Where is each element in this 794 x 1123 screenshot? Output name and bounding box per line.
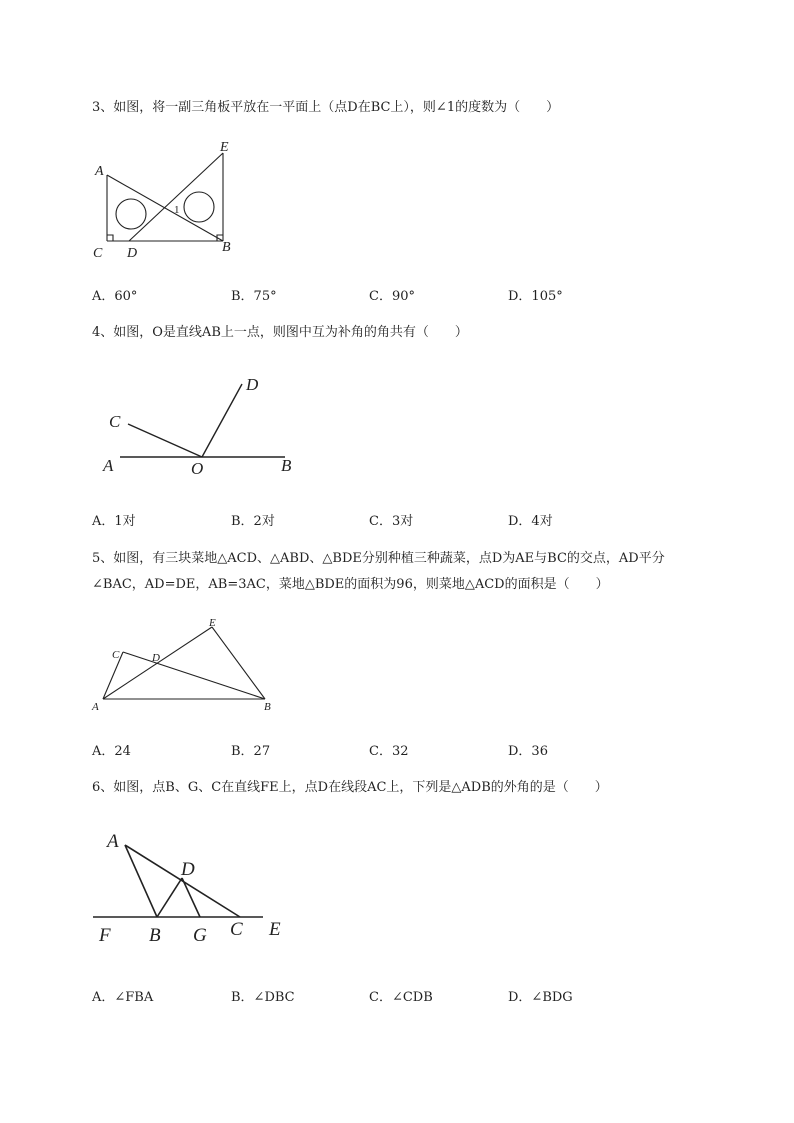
q3-option-a[interactable]: A．60° bbox=[92, 289, 138, 304]
q4-option-c[interactable]: C．3对 bbox=[369, 514, 414, 529]
question-4-figure bbox=[95, 370, 305, 480]
question-4-stem: 4、如图，O是直线AB上一点，则图中互为补角的角共有（ ） bbox=[92, 325, 468, 340]
label-d: D bbox=[181, 859, 195, 880]
label-a: A bbox=[103, 456, 114, 475]
question-6-figure bbox=[85, 825, 300, 950]
q4-option-a[interactable]: A．1对 bbox=[92, 514, 136, 529]
label-o: O bbox=[191, 459, 204, 478]
label-c: C bbox=[112, 649, 120, 661]
question-3-stem: 3、如图，将一副三角板平放在一平面上（点D在BC上），则∠1的度数为（ ） bbox=[92, 100, 560, 115]
question-5-stem-line1: 5、如图，有三块菜地△ACD、△ABD、△BDE分别种植三种蔬菜，点D为AE与BC的交点，AD平分 bbox=[92, 551, 665, 566]
question-6-stem: 6、如图，点B、G、C在直线FE上，点D在线段AC上，下列是△ADB的外角的是（ ） bbox=[92, 780, 608, 795]
label-b: B bbox=[281, 456, 292, 475]
q5-option-b[interactable]: B．27 bbox=[231, 744, 271, 759]
label-b: B bbox=[222, 240, 231, 255]
label-d: D bbox=[152, 652, 160, 664]
label-b: B bbox=[149, 925, 161, 946]
question-5-stem-line2: ∠BAC，AD=DE，AB=3AC，菜地△BDE的面积为96，则菜地△ACD的面积是（ ） bbox=[92, 577, 609, 592]
label-c: C bbox=[230, 919, 243, 940]
label-c: C bbox=[93, 246, 103, 261]
label-e: E bbox=[209, 617, 216, 629]
label-d: D bbox=[246, 375, 259, 394]
q6-option-d[interactable]: D．∠BDG bbox=[508, 990, 573, 1005]
angle-1-label: 1 bbox=[174, 204, 180, 216]
label-d: D bbox=[127, 246, 138, 261]
q4-option-b[interactable]: B．2对 bbox=[231, 514, 275, 529]
q5-option-a[interactable]: A．24 bbox=[92, 744, 131, 759]
q5-option-d[interactable]: D．36 bbox=[508, 744, 548, 759]
label-e: E bbox=[269, 919, 281, 940]
label-a: A bbox=[95, 164, 104, 179]
q6-option-b[interactable]: B．∠DBC bbox=[231, 990, 295, 1005]
label-f: F bbox=[99, 925, 111, 946]
q4-option-d[interactable]: D．4对 bbox=[508, 514, 553, 529]
label-a: A bbox=[107, 831, 119, 852]
q6-option-c[interactable]: C．∠CDB bbox=[369, 990, 433, 1005]
q6-option-a[interactable]: A．∠FBA bbox=[92, 990, 154, 1005]
label-a: A bbox=[92, 701, 99, 713]
label-c: C bbox=[109, 412, 121, 431]
q5-option-c[interactable]: C．32 bbox=[369, 744, 409, 759]
label-e: E bbox=[220, 140, 229, 155]
question-5-figure bbox=[88, 615, 288, 715]
label-b: B bbox=[264, 701, 271, 713]
q3-option-b[interactable]: B．75° bbox=[231, 289, 277, 304]
label-g: G bbox=[193, 925, 207, 946]
q3-option-c[interactable]: C．90° bbox=[369, 289, 415, 304]
question-3-figure bbox=[85, 135, 245, 265]
q3-option-d[interactable]: D．105° bbox=[508, 289, 563, 304]
